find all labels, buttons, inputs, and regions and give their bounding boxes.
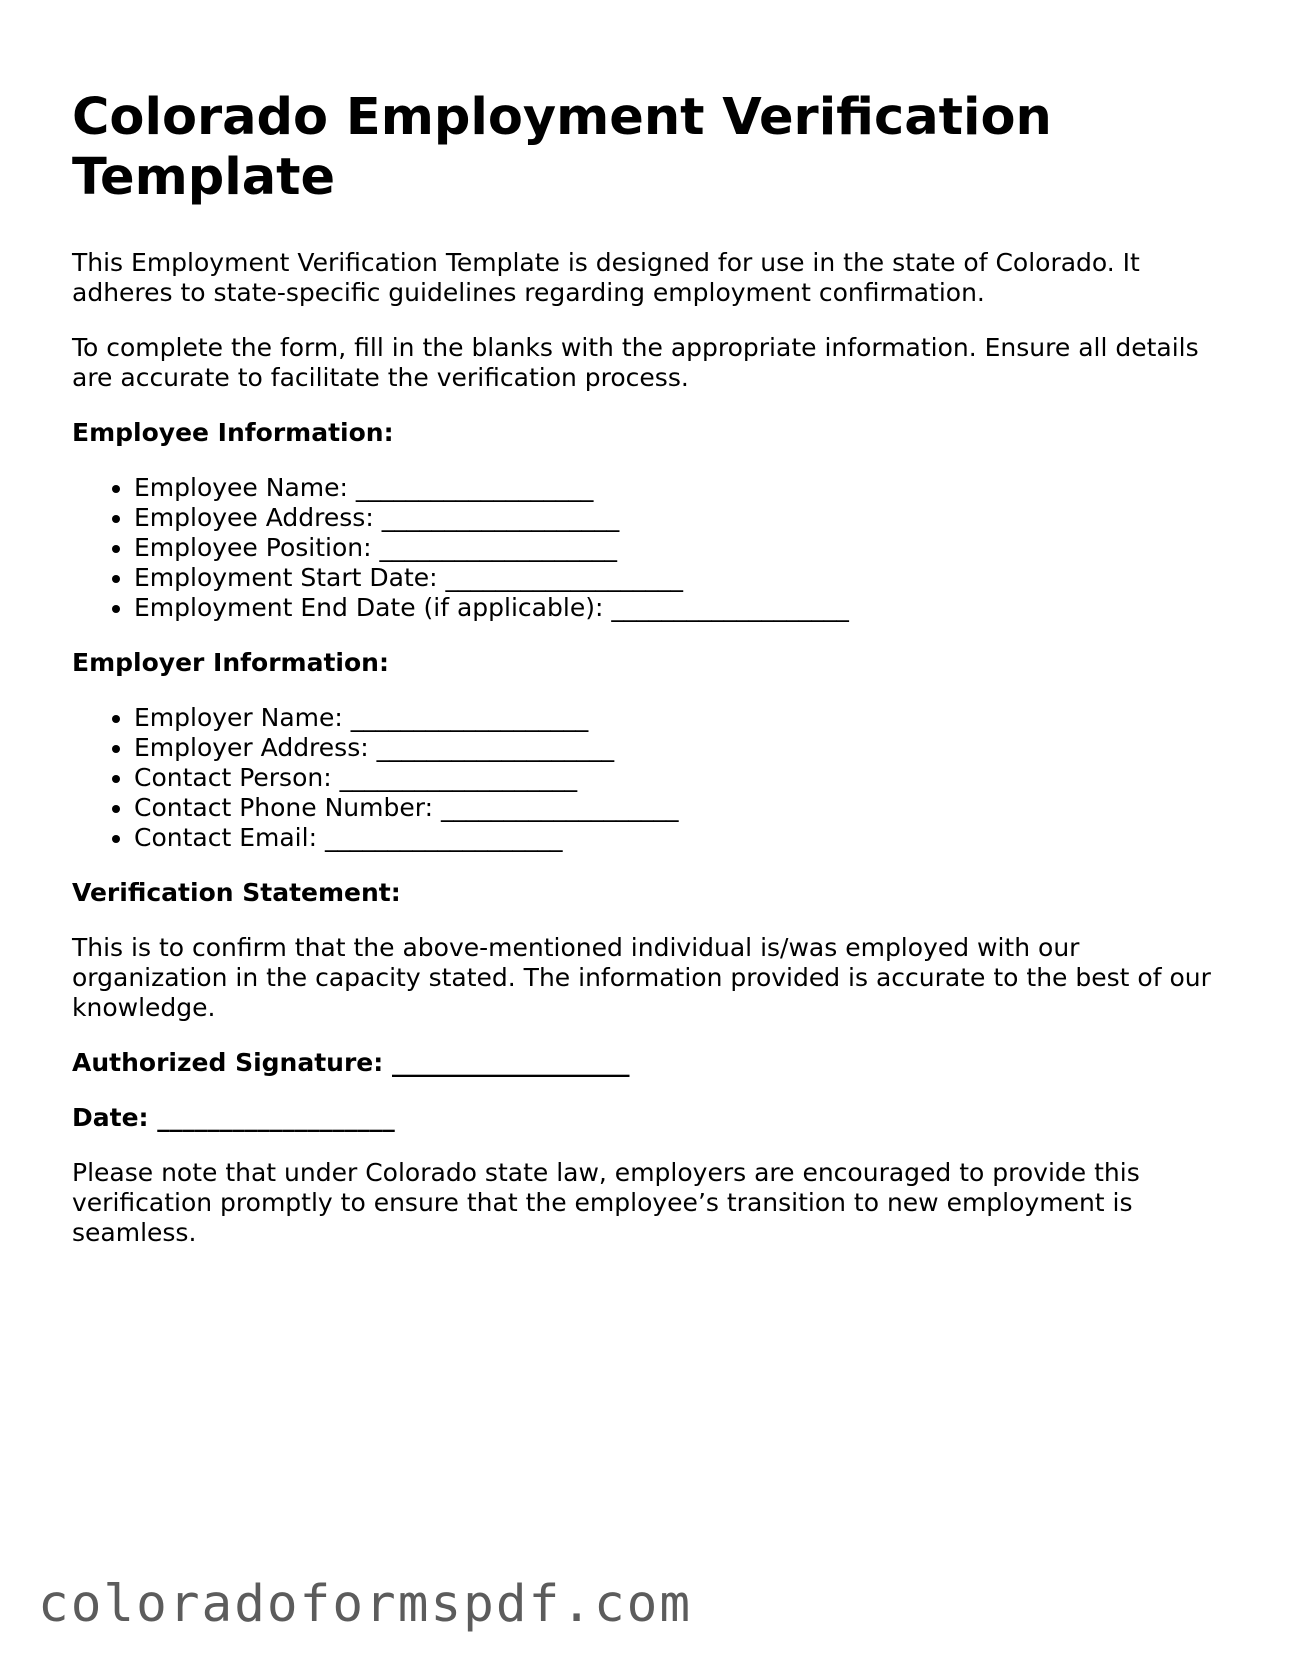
employee-name-field: • Employee Name: ___________________ — [134, 473, 1232, 503]
contact-phone-field: • Contact Phone Number: ___________________ — [134, 793, 1232, 823]
employer-name-field: • Employer Name: ___________________ — [134, 703, 1232, 733]
instructions-paragraph: To complete the form, fill in the blanks with the appropriate information. Ensure all details are accurate to facilitate the verification process. — [72, 333, 1199, 392]
contact-email-field: • Contact Email: ___________________ — [134, 823, 1232, 853]
contact-person-field: • Contact Person: ___________________ — [134, 763, 1232, 793]
authorized-signature-line: Authorized Signature: ___________________ — [72, 1048, 630, 1077]
employee-information-heading: Employee Information: — [72, 418, 394, 447]
employment-start-date-field: • Employment Start Date: ___________________ — [134, 563, 1232, 593]
employer-address-field: • Employer Address: ___________________ — [134, 733, 1232, 763]
employee-position-field: • Employee Position: ___________________ — [134, 533, 1232, 563]
employer-information-list — [72, 703, 1232, 853]
site-watermark: coloradoformspdf.com — [38, 1575, 693, 1634]
legal-note: Please note that under Colorado state law, employers are encouraged to provide this verification promptly to ensure that the employee’s transition to new employment is seamless. — [72, 1158, 1140, 1247]
intro-paragraph: This Employment Verification Template is designed for use in the state of Colorado. It adheres to state-specific guidelines regarding employment confirmation. — [72, 248, 1140, 307]
employee-address-field: • Employee Address: ___________________ — [134, 503, 1232, 533]
employer-information-heading: Employer Information: — [72, 648, 389, 677]
verification-statement-text: This is to confirm that the above-mentioned individual is/was employed with our organization in the capacity stated. The information provided is accurate to the best of our knowledge. — [72, 933, 1211, 1022]
date-line: Date: ___________________ — [72, 1103, 395, 1132]
employee-information-list — [72, 473, 1232, 623]
verification-statement-heading: Verification Statement: — [72, 878, 401, 907]
document-page — [72, 88, 1232, 1273]
employment-end-date-field: • Employment End Date (if applicable): ___________________ — [134, 593, 1232, 623]
document-title: Colorado Employment Verification Template — [72, 88, 1052, 207]
